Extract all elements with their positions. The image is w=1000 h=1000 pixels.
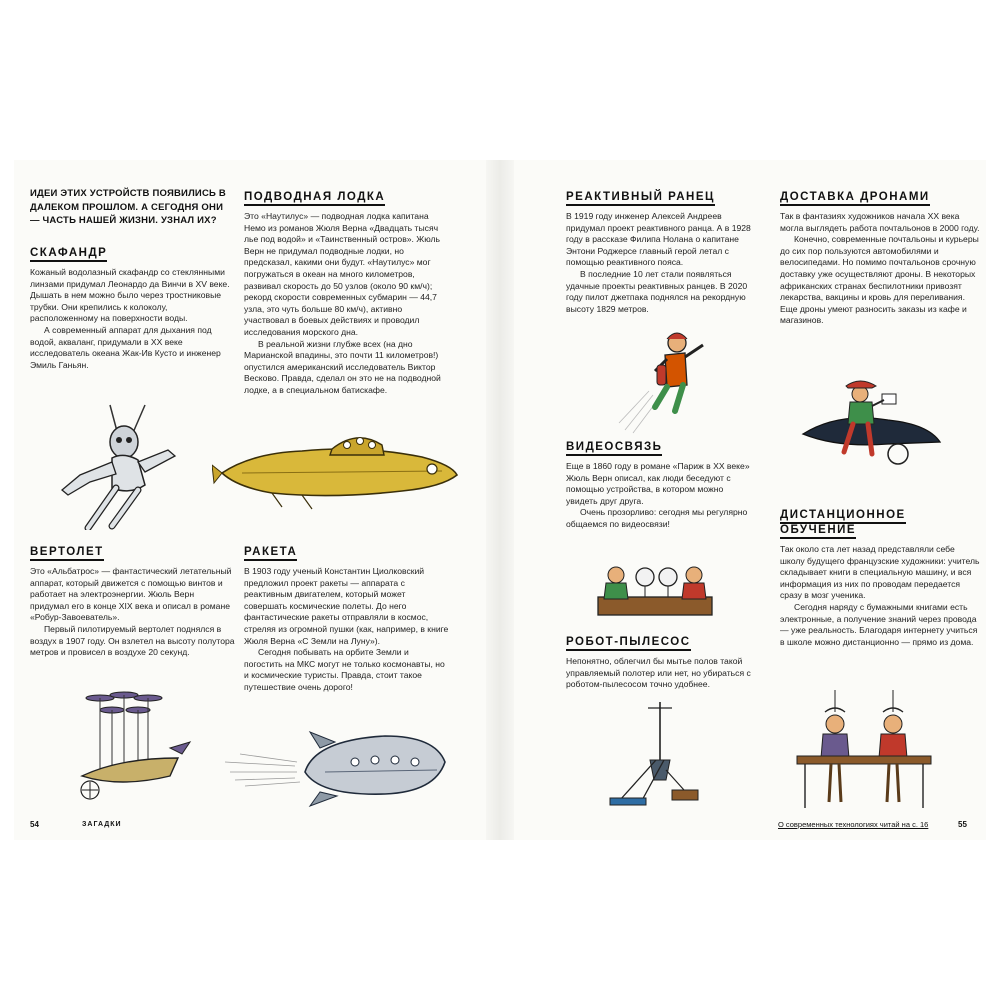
section-title: СКАФАНДР <box>30 246 235 261</box>
flying-postman-illustration <box>798 372 943 482</box>
section-title: ПОДВОДНАЯ ЛОДКА <box>244 190 449 205</box>
section-paragraph: В 1919 году инженер Алексей Андреев придумал проект реактивного ранца. А в 1928 году в рассказе Филипа Нолана о капитане Энтони Роджерсе главный герой летал с помощью реактивного пояса. <box>566 211 751 268</box>
section-rocket <box>244 545 449 694</box>
section-paragraph: Конечно, современные почтальоны и курьеры до сих пор пользуются автомобилями и велосипедами. Но помимо почтальонов срочную доставку уже осуществляют дроны. В некоторых африканских странах беспилотники привозят лекарства, вакцины и кровь для переливания. Еще дроны умеют разносить заказы из кафе и магазинов. <box>780 234 979 326</box>
section-title: ВИДЕОСВЯЗЬ <box>566 440 751 455</box>
running-head: ЗАГАДКИ <box>82 821 122 828</box>
section-paragraph: В последние 10 лет стали появляться удачные проекты реактивных ранцев. В 2020 году пилот джетпака поднялся на рекордную высоту 1829 метров. <box>566 268 748 314</box>
rocket-projectile-illustration <box>225 722 450 807</box>
page-number-left: 54 <box>30 820 39 829</box>
jetpack-pilot-illustration <box>615 325 715 435</box>
section-paragraph: Это «Альбатрос» — фантастический летательный аппарат, который движется с помощью винтов и работает на электроэнергии. Жюль Верн придумал его в конце XIX века и описал в романе «Робур-Завоеватель». <box>30 566 232 623</box>
section-title: РЕАКТИВНЫЙ РАНЕЦ <box>566 190 751 205</box>
section-jetpack <box>566 190 751 315</box>
book-gutter <box>486 160 514 840</box>
section-title: ВЕРТОЛЕТ <box>30 545 235 560</box>
floor-polisher-illustration <box>600 700 710 810</box>
videocall-illustration <box>590 555 720 620</box>
section-paragraph: Так около ста лет назад представляли себе школу будущего французские художники: учитель складывает книги в специальную машину, и вся информация из них по проводам передается сразу в мозг ученика. <box>780 544 980 601</box>
section-scaphander <box>30 246 235 371</box>
section-submarine <box>244 190 449 397</box>
distance-learning-illustration <box>795 690 935 810</box>
section-paragraph: В реальной жизни глубже всех (на дно Марианской впадины, это почти 11 километров!) опустился американский исследователь Виктор Весково. Правда, сделал он это не на подводной лодке, а в специальном батискафе. <box>244 338 441 395</box>
page-number-right: 55 <box>958 820 967 829</box>
section-paragraph: Кожаный водолазный скафандр со стеклянными линзами придумал Леонардо да Винчи в XV веке. Дышать в нем можно было через тростниковые трубки. Они крепились к колоколу, расположенному на поверхности воды. <box>30 267 230 324</box>
section-helicopter <box>30 545 235 659</box>
section-paragraph: Очень прозорливо: сегодня мы регулярно общаемся по видеосвязи! <box>566 507 748 529</box>
albatross-airship-illustration <box>60 688 200 808</box>
section-paragraph: Так в фантазиях художников начала XX века могла выглядеть работа почтальонов в 2000 году. <box>780 211 980 233</box>
cross-reference-link[interactable]: О современных технологиях читай на с. 16 <box>778 820 929 829</box>
section-distance-learning <box>780 508 980 648</box>
section-paragraph: В 1903 году ученый Константин Циолковский предложил проект ракеты — аппарата с реактивным двигателем, который может совершать космические полеты. До него фантастические ракеты отправляли в космос, стреляя из огромной пушки (как, например, в книге Жюля Верна «С Земли на Луну»). <box>244 566 449 646</box>
diver-illustration <box>50 400 190 530</box>
section-paragraph: Еще в 1860 году в романе «Париж в XX веке» Жюль Верн описал, как люди беседуют с помощью устройства, в котором можно увидеть друг друга. <box>566 461 750 506</box>
section-paragraph: Сегодня наряду с бумажными книгами есть электронные, а получение знаний через провода — уже реальность. Благодаря интернету учиться в школе можно дистанционно — прямо из дома. <box>780 601 978 647</box>
section-drone-delivery <box>780 190 980 327</box>
intro-block <box>30 187 235 228</box>
section-robot-vacuum <box>566 635 751 691</box>
intro-text: ИДЕИ ЭТИХ УСТРОЙСТВ ПОЯВИЛИСЬ В ДАЛЕКОМ ПРОШЛОМ. А СЕГОДНЯ ОНИ — ЧАСТЬ НАШЕЙ ЖИЗНИ. УЗНАЛ ИХ? <box>30 188 226 226</box>
section-title: РАКЕТА <box>244 545 449 560</box>
section-paragraph: Первый пилотируемый вертолет поднялся в воздух в 1907 году. Он взлетел на высоту полутора метров и провисел в воздухе 20 секунд. <box>30 623 235 658</box>
section-title-line2: ОБУЧЕНИЕ <box>780 523 980 538</box>
section-paragraph: Сегодня побывать на орбите Земли и погостить на МКС могут не только космонавты, но и космические туристы. Правда, стоит такое путешествие очень дорого! <box>244 647 445 692</box>
section-paragraph: А современный аппарат для дыхания под водой, акваланг, придумали в XX веке исследователь океана Жак-Ив Кусто и инженер Эмиль Ганьян. <box>30 324 221 370</box>
section-title: ДИСТАНЦИОННОЕ <box>780 508 980 523</box>
section-paragraph: Непонятно, облегчил бы мытье полов такой управляемый полотер или нет, но убираться с роботом-пылесосом точно удобнее. <box>566 656 751 690</box>
section-videocall <box>566 440 751 531</box>
section-paragraph: Это «Наутилус» — подводная лодка капитана Немо из романов Жюля Верна «Двадцать тысяч лье под водой» и «Таинственный остров». Жюль Верн не придумал подводные лодки, но предсказал, какими они будут. «Наутилус» мог погружаться в океан на много километров, развивал скорость до 50 узлов (около 90 км/ч); рекорд скорости современных субмарин — 44,7 узла, это чуть больше 80 км/ч), активно участвовал в боевых действиях и проводил исследования морского дна. <box>244 211 440 337</box>
nautilus-submarine-illustration <box>212 425 462 515</box>
section-title: РОБОТ-ПЫЛЕСОС <box>566 635 751 650</box>
section-title: ДОСТАВКА ДРОНАМИ <box>780 190 980 205</box>
